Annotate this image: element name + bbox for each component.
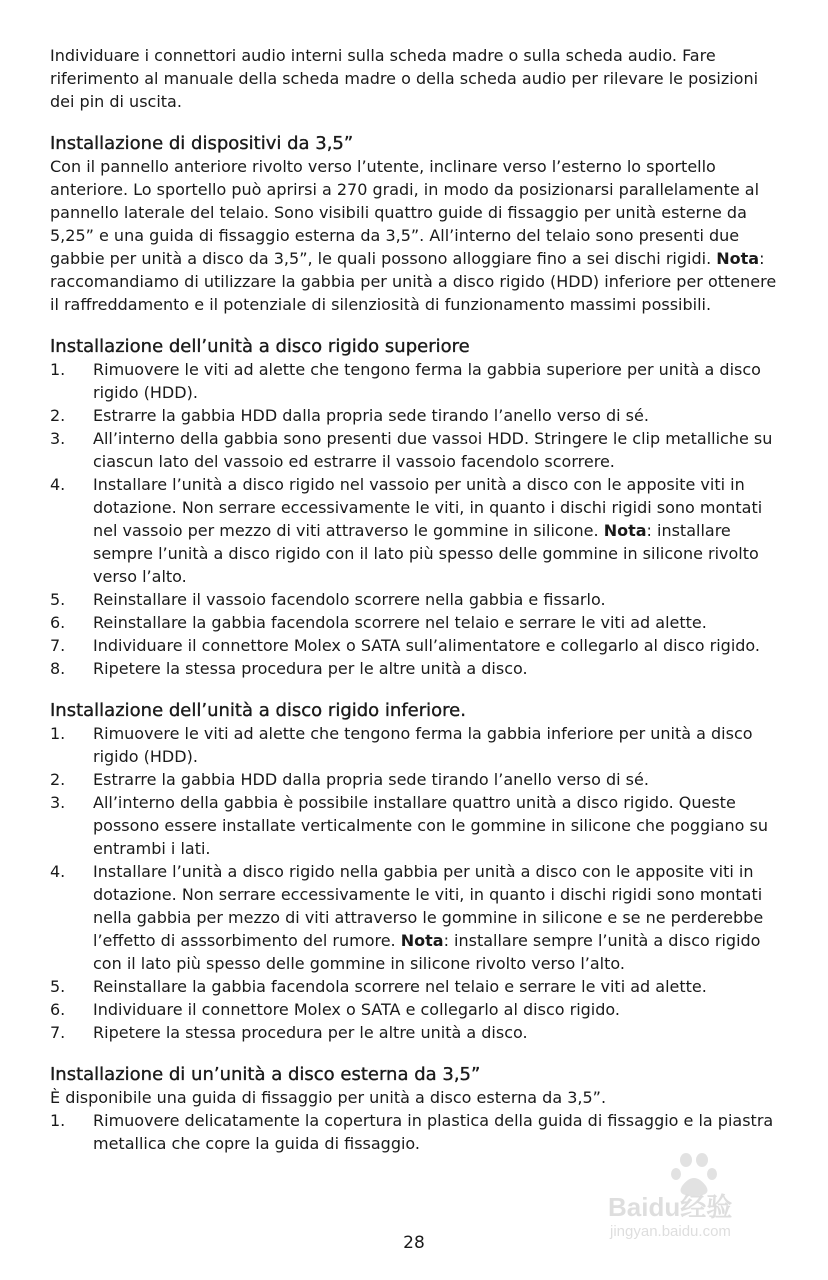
list-item: 1. Rimuovere delicatamente la copertura in plastica della guida di fissaggio e la piastra metallica che copre la guida di fissaggio. xyxy=(50,1111,774,1153)
note-label: Nota xyxy=(603,521,647,540)
watermark-brand: Baidu经验 xyxy=(608,1192,733,1222)
list-item: 6. Reinstallare la gabbia facendola scorrere nel telaio e serrare le viti ad alette. xyxy=(50,613,707,632)
list-item: 3. All’interno della gabbia sono presenti due vassoi HDD. Stringere le clip metalliche su ciascun lato del vassoio ed estrarre il vassoio facendolo scorrere. xyxy=(50,429,773,471)
list-item: 6. Individuare il connettore Molex o SATA e collegarlo al disco rigido. xyxy=(50,1000,620,1019)
section-title: Installazione di un’unità a disco esterna da 3,5” xyxy=(50,1064,481,1085)
list-item: 7. Ripetere la stessa procedura per le altre unità a disco. xyxy=(50,1023,528,1042)
list-item: 4. Installare l’unità a disco rigido nella gabbia per unità a disco con le apposite viti in dotazione. Non serrare eccessivamente le viti, in quanto i dischi rigidi sono montati nella gabbia per mezzo di viti attraverso le gommine in silicone e se ne perderebbe l’effetto di asssorbimento del rumore. Nota: installare sempre l’unità a disco rigido con il lato più spesso delle gommine in silicone rivolto verso l’alto. xyxy=(50,862,764,973)
section-3-5-devices xyxy=(50,132,780,316)
paw-icon xyxy=(671,1153,717,1196)
list-item: 1. Rimuovere le viti ad alette che tengono ferma la gabbia superiore per unità a disco rigido (HDD). xyxy=(50,360,761,402)
list-item: 3. All’interno della gabbia è possibile installare quattro unità a disco rigido. Queste possono essere installate verticalmente con le gommine in silicone che poggiano su entrambi i lati. xyxy=(50,793,768,858)
note-label: Nota xyxy=(400,931,444,950)
section-title: Installazione dell’unità a disco rigido inferiore. xyxy=(50,700,466,721)
list-item: 8. Ripetere la stessa procedura per le altre unità a disco. xyxy=(50,659,528,678)
section-upper-hdd xyxy=(50,335,780,680)
intro-paragraph: Individuare i connettori audio interni sulla scheda madre o sulla scheda audio. Fare riferimento al manuale della scheda madre o della scheda audio per rilevare le posizioni dei pin di uscita. xyxy=(50,46,759,111)
steps-list xyxy=(50,722,780,1044)
list-item: 4. Installare l’unità a disco rigido nel vassoio per unità a disco con le apposite viti in dotazione. Non serrare eccessivamente le viti, in quanto i dischi rigidi sono montati nel vassoio per mezzo di viti attraverso le gommine in silicone. Nota: installare sempre l’unità a disco rigido con il lato più spesso delle gommine in silicone rivolto verso l’alto. xyxy=(50,475,763,586)
section-paragraph: Con il pannello anteriore rivolto verso l’utente, inclinare verso l’esterno lo sportello anteriore. Lo sportello può aprirsi a 270 gradi, in modo da posizionarsi parallelamente al pannello laterale del telaio. Sono visibili quattro guide di fissaggio per unità esterne da 5,25” e una guida di fissaggio esterna da 3,5”. All’interno del telaio sono presenti due gabbie per unità a disco da 3,5”, le quali possono alloggiare fino a sei dischi rigidi. Nota: raccomandiamo di utilizzare la gabbia per unità a disco rigido (HDD) inferiore per ottenere il raffreddamento e il potenziale di silenziosità di funzionamento massimi possibili. xyxy=(50,157,777,314)
list-item: 5. Reinstallare la gabbia facendola scorrere nel telaio e serrare le viti ad alette. xyxy=(50,977,707,996)
list-item: 7. Individuare il connettore Molex o SATA sull’alimentatore e collegarlo al disco rigido. xyxy=(50,636,761,655)
section-paragraph: È disponibile una guida di fissaggio per unità a disco esterna da 3,5”. xyxy=(50,1088,607,1107)
section-title: Installazione dell’unità a disco rigido superiore xyxy=(50,336,470,357)
list-item: 5. Reinstallare il vassoio facendolo scorrere nella gabbia e fissarlo. xyxy=(50,590,606,609)
section-title: Installazione di dispositivi da 3,5” xyxy=(50,133,354,154)
list-item: 2. Estrarre la gabbia HDD dalla propria sede tirando l’anello verso di sé. xyxy=(50,406,649,425)
watermark-url: jingyan.baidu.com xyxy=(610,1223,731,1240)
page-number: 28 xyxy=(403,1233,425,1253)
steps-list xyxy=(50,1109,780,1155)
note-label: Nota xyxy=(716,249,760,268)
list-item: 2. Estrarre la gabbia HDD dalla propria sede tirando l’anello verso di sé. xyxy=(50,770,649,789)
list-item: 1. Rimuovere le viti ad alette che tengono ferma la gabbia inferiore per unità a disco rigido (HDD). xyxy=(50,724,753,766)
section-lower-hdd xyxy=(50,699,780,1044)
steps-list xyxy=(50,358,780,680)
baidu-watermark-logo xyxy=(578,1150,778,1240)
document-page xyxy=(50,44,780,1155)
section-external-drive xyxy=(50,1063,780,1155)
